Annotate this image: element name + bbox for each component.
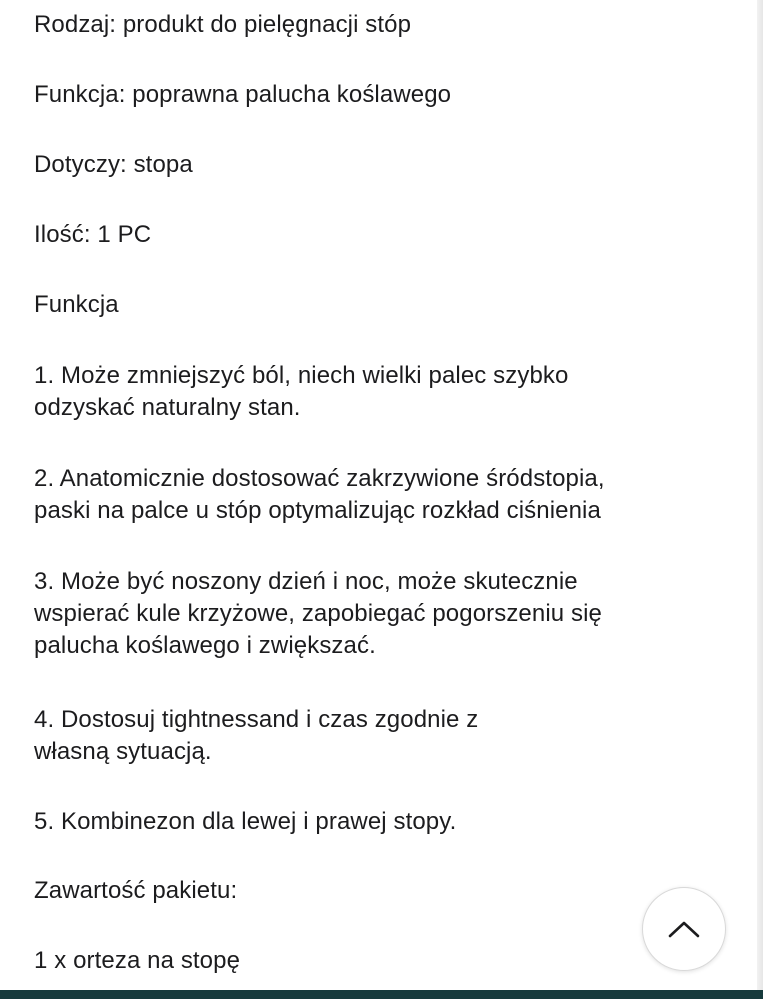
section-heading-package-contents	[34, 875, 237, 907]
spec-function	[34, 79, 451, 111]
chevron-up-icon	[667, 919, 701, 939]
spec-quantity	[34, 219, 151, 251]
feature-item-1	[34, 360, 568, 424]
text-line: 1. Może zmniejszyć ból, niech wielki palec szybko	[34, 362, 569, 389]
text-line: 4. Dostosuj tightnessand i czas zgodnie z	[34, 706, 479, 733]
package-item	[34, 945, 240, 977]
text-line: Funkcja: poprawna palucha koślawego	[34, 81, 452, 108]
spec-type	[34, 9, 411, 41]
text-line: 2. Anatomicznie dostosować zakrzywione śródstopia,	[34, 465, 605, 492]
feature-item-4	[34, 704, 478, 768]
text-line: 1 x orteza na stopę	[34, 947, 241, 974]
feature-item-5	[34, 806, 456, 838]
feature-item-2	[34, 463, 605, 527]
text-line: Ilość: 1 PC	[34, 221, 152, 248]
text-line: własną sytuacją.	[34, 738, 212, 765]
bottom-bar	[0, 990, 763, 999]
text-line: wspierać kule krzyżowe, zapobiegać pogorszeniu się	[34, 600, 602, 627]
scroll-to-top-button[interactable]	[642, 887, 726, 971]
text-line: Dotyczy: stopa	[34, 151, 193, 178]
page-edge-divider	[757, 0, 763, 999]
text-line: palucha koślawego i zwiększać.	[34, 632, 376, 659]
text-line: paski na palce u stóp optymalizując rozkład ciśnienia	[34, 497, 601, 524]
feature-item-3	[34, 566, 602, 662]
text-line: Rodzaj: produkt do pielęgnacji stóp	[34, 11, 412, 38]
text-line: odzyskać naturalny stan.	[34, 394, 301, 421]
section-heading-function	[34, 289, 119, 321]
text-line: 3. Może być noszony dzień i noc, może skutecznie	[34, 568, 578, 595]
text-line: Funkcja	[34, 291, 119, 318]
text-line: 5. Kombinezon dla lewej i prawej stopy.	[34, 808, 457, 835]
spec-applies-to	[34, 149, 193, 181]
text-line: Zawartość pakietu:	[34, 877, 238, 904]
